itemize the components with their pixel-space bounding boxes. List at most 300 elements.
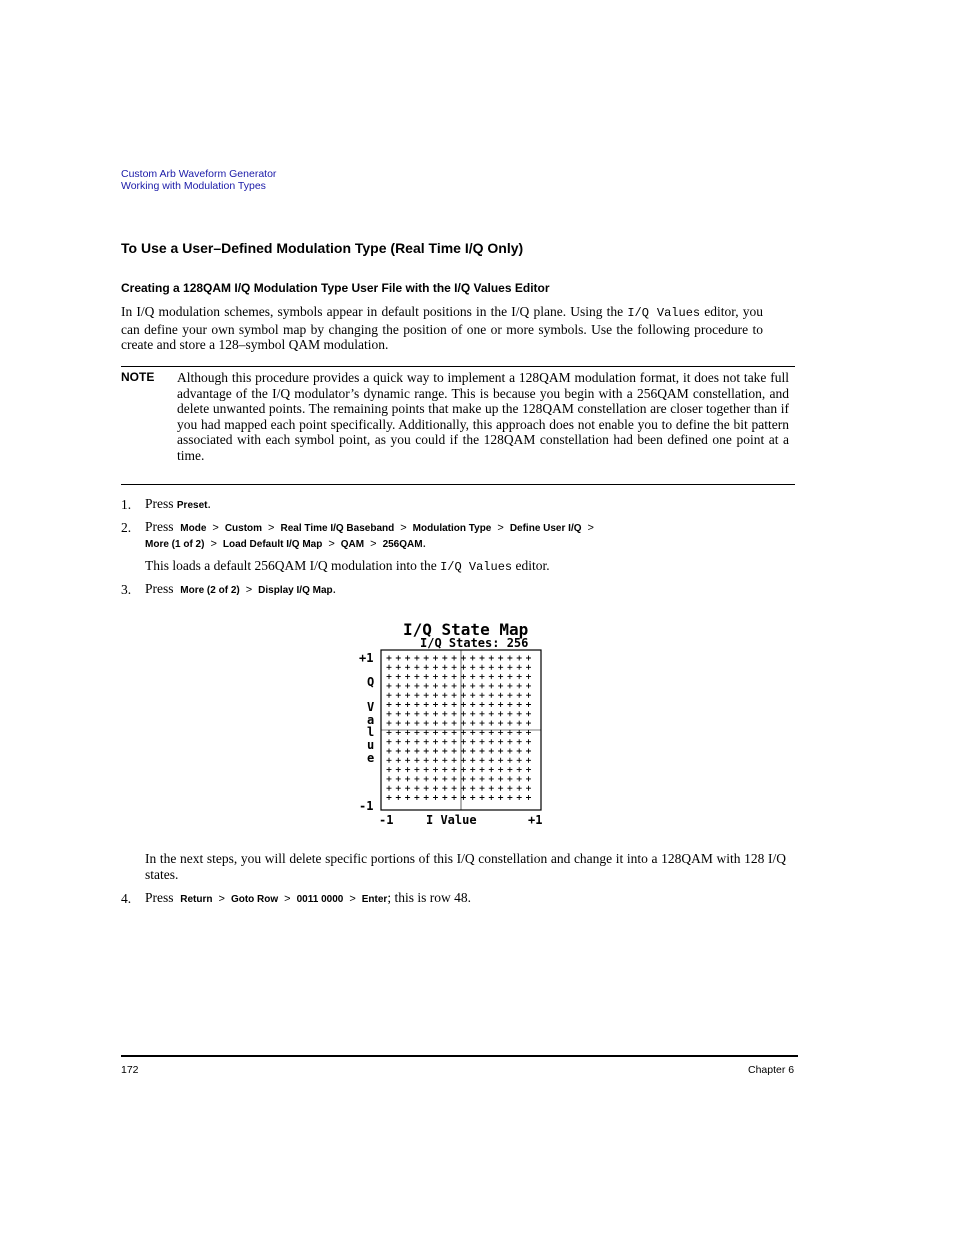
constellation-point	[396, 749, 401, 754]
followup-text-1: This loads a default 256QAM I/Q modulation into the	[145, 558, 437, 573]
x-axis-left-label: -1	[379, 813, 394, 827]
constellation-point	[396, 730, 401, 735]
constellation-point	[507, 674, 512, 679]
header-line-2: Working with Modulation Types	[121, 180, 266, 192]
constellation-point	[424, 693, 429, 698]
constellation-point	[480, 767, 485, 772]
constellation-point	[480, 739, 485, 744]
y-axis-label-char: u	[367, 738, 375, 752]
constellation-point	[414, 749, 419, 754]
constellation-point	[433, 786, 438, 791]
constellation-point	[452, 786, 457, 791]
constellation-point	[489, 674, 494, 679]
press-text: Press	[145, 581, 174, 596]
key-row-value[interactable]: 0011 0000	[296, 894, 344, 905]
constellation-point	[489, 758, 494, 763]
constellation-point	[507, 730, 512, 735]
step-1-content: Press Preset.	[145, 496, 211, 511]
constellation-point	[433, 683, 438, 688]
key-modulation-type[interactable]: Modulation Type	[412, 523, 492, 534]
constellation-point	[489, 795, 494, 800]
constellation-point	[507, 739, 512, 744]
constellation-point	[480, 665, 485, 670]
constellation-point	[405, 721, 410, 726]
constellation-point	[452, 711, 457, 716]
intro-paragraph	[121, 304, 763, 353]
constellation-point	[470, 665, 475, 670]
constellation-point	[498, 721, 503, 726]
constellation-point	[507, 656, 512, 661]
constellation-point	[433, 674, 438, 679]
constellation-point	[498, 683, 503, 688]
constellation-point	[507, 767, 512, 772]
constellation-point	[461, 776, 466, 781]
constellation-point	[405, 786, 410, 791]
constellation-point	[517, 683, 522, 688]
constellation-point	[433, 739, 438, 744]
constellation-point	[517, 721, 522, 726]
key-display-iq-map[interactable]: Display I/Q Map	[258, 585, 333, 596]
constellation-point	[526, 749, 531, 754]
key-more-1-of-2[interactable]: More (1 of 2)	[145, 539, 205, 550]
constellation-point	[461, 730, 466, 735]
step-number: 3.	[121, 582, 132, 597]
constellation-point	[452, 739, 457, 744]
key-real-time-iq-baseband[interactable]: Real Time I/Q Baseband	[280, 523, 395, 534]
constellation-point	[489, 656, 494, 661]
key-mode[interactable]: Mode	[180, 523, 207, 534]
constellation-point	[498, 767, 503, 772]
step-number: 1.	[121, 497, 132, 512]
step-2	[121, 519, 131, 537]
constellation-point	[414, 683, 419, 688]
note-bottom-rule	[121, 484, 795, 485]
constellation-point	[461, 786, 466, 791]
note-top-rule	[121, 366, 795, 367]
constellation-point	[470, 656, 475, 661]
constellation-point	[526, 758, 531, 763]
constellation-point	[461, 683, 466, 688]
constellation-point	[517, 711, 522, 716]
note-label: NOTE	[121, 370, 155, 384]
key-preset[interactable]: Preset	[176, 500, 208, 511]
constellation-point	[414, 795, 419, 800]
constellation-point	[461, 656, 466, 661]
constellation-point	[517, 776, 522, 781]
step-4-content: Press Return > Goto Row > 0011 0000 > Enter; this is row 48.	[145, 890, 471, 905]
constellation-point	[442, 721, 447, 726]
step-4	[121, 890, 131, 908]
constellation-point	[517, 767, 522, 772]
y-axis-bottom-label: -1	[359, 799, 374, 813]
constellation-point	[489, 730, 494, 735]
constellation-point	[424, 767, 429, 772]
constellation-point	[461, 721, 466, 726]
constellation-point	[387, 786, 392, 791]
constellation-point	[507, 749, 512, 754]
constellation-point	[387, 702, 392, 707]
constellation-point	[387, 776, 392, 781]
constellation-point	[387, 674, 392, 679]
constellation-point	[461, 749, 466, 754]
constellation-point	[405, 656, 410, 661]
constellation-point	[470, 795, 475, 800]
constellation-point	[396, 674, 401, 679]
constellation-point	[405, 683, 410, 688]
constellation-point	[387, 711, 392, 716]
step-3-content: Press More (2 of 2) > Display I/Q Map.	[145, 581, 336, 596]
constellation-point	[452, 758, 457, 763]
constellation-point	[452, 693, 457, 698]
figure-title: I/Q State Map	[403, 620, 529, 639]
constellation-point	[442, 683, 447, 688]
constellation-point	[405, 665, 410, 670]
constellation-point	[442, 776, 447, 781]
step-1	[121, 496, 131, 514]
constellation-point	[424, 776, 429, 781]
constellation-point	[507, 786, 512, 791]
constellation-point	[507, 721, 512, 726]
constellation-point	[405, 693, 410, 698]
constellation-point	[489, 693, 494, 698]
y-axis-label-char: e	[367, 751, 375, 765]
constellation-point	[396, 721, 401, 726]
constellation-point	[470, 721, 475, 726]
constellation-point	[517, 786, 522, 791]
constellation-point	[405, 776, 410, 781]
constellation-point	[396, 665, 401, 670]
constellation-point	[396, 758, 401, 763]
constellation-point	[424, 711, 429, 716]
constellation-point	[396, 711, 401, 716]
constellation-point	[507, 795, 512, 800]
constellation-point	[414, 674, 419, 679]
constellation-point	[526, 776, 531, 781]
constellation-point	[461, 758, 466, 763]
constellation-point	[461, 665, 466, 670]
intro-code: I/Q Values	[627, 306, 701, 320]
constellation-point	[405, 749, 410, 754]
constellation-point	[498, 739, 503, 744]
iq-state-map-figure	[355, 615, 555, 831]
constellation-points	[381, 650, 541, 810]
constellation-point	[498, 730, 503, 735]
constellation-point	[405, 767, 410, 772]
constellation-point	[461, 674, 466, 679]
constellation-point	[387, 721, 392, 726]
constellation-point	[396, 702, 401, 707]
constellation-point	[526, 674, 531, 679]
step-4-suffix: ; this is row 48.	[387, 890, 471, 905]
constellation-point	[414, 786, 419, 791]
constellation-point	[498, 674, 503, 679]
constellation-point	[480, 730, 485, 735]
constellation-point	[498, 702, 503, 707]
constellation-point	[526, 665, 531, 670]
constellation-point	[489, 711, 494, 716]
constellation-point	[461, 767, 466, 772]
key-goto-row[interactable]: Goto Row	[230, 894, 279, 905]
constellation-point	[405, 702, 410, 707]
constellation-point	[480, 795, 485, 800]
constellation-point	[526, 786, 531, 791]
chapter-label: Chapter 6	[748, 1064, 795, 1076]
constellation-point	[498, 786, 503, 791]
constellation-point	[489, 721, 494, 726]
intro-text-2: editor, you can define your own symbol map by changing the position of one or more symbols. Use the following procedure to create and store a 128–symbol QAM modulation.	[121, 304, 764, 353]
constellation-point	[507, 683, 512, 688]
constellation-point	[480, 656, 485, 661]
constellation-point	[424, 702, 429, 707]
constellation-point	[480, 749, 485, 754]
step-number: 4.	[121, 891, 132, 906]
constellation-point	[526, 730, 531, 735]
constellation-point	[433, 767, 438, 772]
constellation-point	[480, 721, 485, 726]
constellation-point	[517, 795, 522, 800]
constellation-point	[498, 776, 503, 781]
constellation-point	[442, 739, 447, 744]
constellation-point	[489, 776, 494, 781]
constellation-point	[470, 683, 475, 688]
constellation-point	[452, 683, 457, 688]
constellation-point	[433, 758, 438, 763]
constellation-point	[414, 776, 419, 781]
constellation-point	[442, 702, 447, 707]
constellation-point	[387, 739, 392, 744]
constellation-point	[526, 739, 531, 744]
constellation-point	[424, 786, 429, 791]
constellation-point	[526, 711, 531, 716]
constellation-point	[452, 721, 457, 726]
constellation-point	[480, 786, 485, 791]
constellation-point	[480, 683, 485, 688]
constellation-point	[387, 656, 392, 661]
constellation-point	[442, 758, 447, 763]
step-2-followup	[145, 558, 550, 576]
constellation-point	[480, 711, 485, 716]
constellation-point	[387, 795, 392, 800]
y-axis-label-char: l	[367, 725, 375, 739]
key-enter[interactable]: Enter	[361, 894, 388, 905]
constellation-point	[396, 656, 401, 661]
constellation-point	[405, 674, 410, 679]
constellation-point	[526, 683, 531, 688]
constellation-point	[433, 711, 438, 716]
constellation-point	[442, 656, 447, 661]
x-axis-right-label: +1	[528, 813, 543, 827]
constellation-point	[526, 693, 531, 698]
constellation-point	[470, 767, 475, 772]
y-axis-label-char: V	[367, 700, 375, 714]
constellation-point	[498, 693, 503, 698]
constellation-point	[470, 711, 475, 716]
constellation-point	[526, 795, 531, 800]
constellation-point	[470, 776, 475, 781]
constellation-point	[489, 683, 494, 688]
constellation-point	[498, 758, 503, 763]
constellation-point	[405, 711, 410, 716]
constellation-point	[470, 786, 475, 791]
constellation-point	[498, 795, 503, 800]
section-title: To Use a User–Defined Modulation Type (Real Time I/Q Only)	[121, 240, 524, 256]
constellation-point	[461, 702, 466, 707]
page-number: 172	[121, 1064, 139, 1076]
constellation-point	[470, 693, 475, 698]
constellation-point	[396, 776, 401, 781]
constellation-point	[387, 758, 392, 763]
constellation-point	[396, 693, 401, 698]
press-text: Press	[145, 519, 174, 534]
after-figure-paragraph: In the next steps, you will delete specific portions of this I/Q constellation and change it into a 128QAM with 128 I/Q states.	[145, 851, 786, 882]
constellation-point	[442, 693, 447, 698]
constellation-point	[517, 702, 522, 707]
key-load-default-iq-map[interactable]: Load Default I/Q Map	[222, 539, 323, 550]
key-more-2-of-2[interactable]: More (2 of 2)	[180, 585, 240, 596]
constellation-point	[396, 739, 401, 744]
constellation-point	[517, 693, 522, 698]
constellation-point	[414, 702, 419, 707]
constellation-point	[507, 711, 512, 716]
constellation-point	[405, 739, 410, 744]
constellation-point	[452, 730, 457, 735]
constellation-point	[442, 795, 447, 800]
constellation-point	[470, 739, 475, 744]
y-axis-top-label: +1	[359, 651, 374, 665]
constellation-point	[442, 786, 447, 791]
constellation-point	[461, 711, 466, 716]
constellation-point	[424, 758, 429, 763]
constellation-point	[507, 665, 512, 670]
constellation-point	[489, 767, 494, 772]
constellation-point	[414, 665, 419, 670]
constellation-point	[424, 656, 429, 661]
constellation-point	[433, 665, 438, 670]
constellation-point	[414, 767, 419, 772]
constellation-point	[452, 674, 457, 679]
constellation-point	[517, 674, 522, 679]
constellation-point	[433, 749, 438, 754]
subsection-title: Creating a 128QAM I/Q Modulation Type User File with the I/Q Values Editor	[121, 281, 550, 295]
constellation-point	[442, 730, 447, 735]
followup-code: I/Q Values	[440, 560, 513, 574]
constellation-point	[470, 758, 475, 763]
constellation-point	[433, 795, 438, 800]
constellation-point	[414, 711, 419, 716]
constellation-point	[433, 721, 438, 726]
constellation-point	[489, 702, 494, 707]
constellation-point	[424, 665, 429, 670]
constellation-point	[452, 749, 457, 754]
key-return[interactable]: Return	[180, 894, 213, 905]
constellation-point	[424, 730, 429, 735]
constellation-point	[517, 730, 522, 735]
constellation-point	[470, 730, 475, 735]
press-text: Press	[145, 890, 174, 905]
constellation-point	[387, 730, 392, 735]
constellation-point	[517, 665, 522, 670]
constellation-point	[489, 665, 494, 670]
constellation-point	[461, 693, 466, 698]
constellation-point	[442, 749, 447, 754]
constellation-point	[387, 665, 392, 670]
constellation-point	[442, 711, 447, 716]
note-text: Although this procedure provides a quick way to implement a 128QAM modulation format, it does not take full advantage of the I/Q modulator’s dynamic range. This is because you begin with a 256QAM constellation, and delete unwanted points. The remaining points that make up the 128QAM constellation are closer together than if you had mapped each point specifically. Additionally, this approach does not enable you to define the bit pattern associated with each symbol point, as you could if the 128QAM constellation had been defined one point at a time.	[177, 370, 789, 463]
constellation-point	[396, 767, 401, 772]
constellation-point	[470, 674, 475, 679]
figure-subtitle: I/Q States: 256	[420, 636, 529, 650]
constellation-point	[414, 656, 419, 661]
constellation-point	[517, 739, 522, 744]
constellation-point	[387, 767, 392, 772]
constellation-point	[526, 767, 531, 772]
constellation-point	[489, 739, 494, 744]
constellation-point	[387, 749, 392, 754]
step-2-content-line2: More (1 of 2) > Load Default I/Q Map > QAM > 256QAM.	[145, 535, 426, 550]
constellation-point	[507, 776, 512, 781]
constellation-point	[433, 730, 438, 735]
constellation-point	[452, 656, 457, 661]
constellation-point	[387, 693, 392, 698]
constellation-point	[507, 693, 512, 698]
constellation-point	[452, 767, 457, 772]
key-256qam[interactable]: 256QAM	[382, 539, 423, 550]
step-number: 2.	[121, 520, 132, 535]
constellation-point	[480, 758, 485, 763]
followup-text-2: editor.	[515, 558, 550, 573]
constellation-point	[433, 702, 438, 707]
header-line-1: Custom Arb Waveform Generator	[121, 168, 277, 180]
constellation-point	[480, 702, 485, 707]
constellation-point	[480, 674, 485, 679]
constellation-point	[433, 693, 438, 698]
step-2-content: Press Mode > Custom > Real Time I/Q Baseband > Modulation Type > Define User I/Q >	[145, 519, 594, 534]
constellation-point	[405, 730, 410, 735]
constellation-point	[461, 795, 466, 800]
y-axis-label	[367, 675, 374, 765]
intro-text-1: In I/Q modulation schemes, symbols appear in default positions in the I/Q plane. Using the	[121, 304, 624, 319]
constellation-point	[461, 739, 466, 744]
constellation-point	[433, 656, 438, 661]
constellation-point	[498, 749, 503, 754]
constellation-point	[405, 758, 410, 763]
constellation-point	[414, 721, 419, 726]
constellation-point	[489, 749, 494, 754]
y-axis-label-char: a	[367, 713, 375, 727]
constellation-point	[470, 749, 475, 754]
constellation-point	[480, 776, 485, 781]
step-3	[121, 581, 131, 599]
constellation-point	[442, 665, 447, 670]
constellation-point	[396, 795, 401, 800]
key-custom[interactable]: Custom	[224, 523, 263, 534]
footer-rule	[121, 1055, 798, 1057]
key-define-user-iq[interactable]: Define User I/Q	[509, 523, 582, 534]
running-header	[121, 168, 276, 192]
constellation-point	[470, 702, 475, 707]
constellation-point	[424, 683, 429, 688]
constellation-point	[414, 693, 419, 698]
constellation-point	[433, 776, 438, 781]
constellation-point	[507, 702, 512, 707]
constellation-point	[452, 665, 457, 670]
constellation-point	[517, 758, 522, 763]
constellation-point	[498, 711, 503, 716]
constellation-point	[424, 721, 429, 726]
key-qam[interactable]: QAM	[340, 539, 365, 550]
constellation-point	[489, 786, 494, 791]
constellation-point	[387, 683, 392, 688]
